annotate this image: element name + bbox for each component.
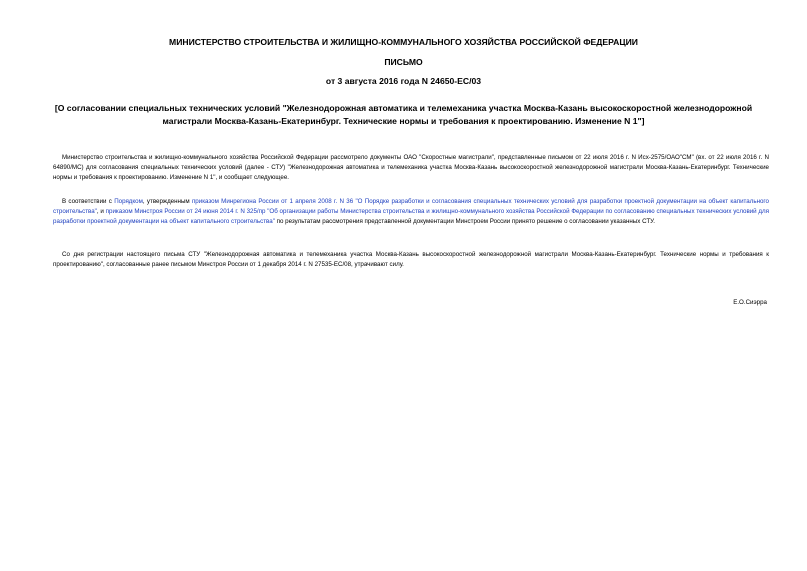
paragraph-invalidation: Со дня регистрации настоящего письма СТУ "Железнодорожная автоматика и телемеханика участка Москва-Казань высокоскоростной железнодорожной магистрали Москва-Казань-Екатеринбург. Технические нормы и требования к проектированию", согласованные ранее письмом Минстроя России от 1 декабря 2014 г. N 27535-ЕС/08, утрачивают силу.: [53, 251, 769, 269]
paragraph-review: Министерство строительства и жилищно-коммунального хозяйства Российской Федерации рассмотрело документы ОАО "Скоростные магистрали", представленные письмом от 22 июля 2016 г. N Исх-2575/ОАО"СМ" (вх. от 22 июля 2016 г. N 64890/МС) для согласования специальных технических условий (далее - СТУ) "Железнодорожная автоматика и телемеханика участка Москва-Казань высокоскоростной железнодорожной магистрали Москва-Казань-Екатеринбург. Технические нормы и требования к проектированию. Изменение N 1", и сообщает следующее.: [53, 154, 769, 182]
paragraph-decision: [53, 197, 769, 228]
document-date-number: от 3 августа 2016 года N 24650-ЕС/03: [325, 76, 482, 86]
document-subject: [О согласовании специальных технических условий "Железнодорожная автоматика и телемеханика участка Москва-Казань высокоскоростной железнодорожной магистрали Москва-Казань-Екатеринбург. Технические нормы и требования к проектированию. Изменение N 1"]: [54, 103, 753, 126]
minstroy-order-link[interactable]: приказом Минстроя России от 24 июня 2014 г. N 325/пр "Об организации работы Министерства строительства и жилищно-коммунального хозяйства Российской Федерации по согласованию специальных технических условий для разработки проектной документации на объект капитального строительства": [53, 208, 769, 226]
minregion-order-link[interactable]: приказом Минрегиона России от 1 апреля 2008 г. N 36 "О Порядке разработки и согласования специальных технических условий для разработки проектной документации на объект капитального строительства": [53, 198, 769, 216]
paragraph-text: , утвержденным: [142, 198, 192, 205]
paragraph-text: В соответствии с: [62, 198, 115, 205]
ministry-title: МИНИСТЕРСТВО СТРОИТЕЛЬСТВА И ЖИЛИЩНО-КОММУНАЛЬНОГО ХОЗЯЙСТВА РОССИЙСКОЙ ФЕДЕРАЦИИ: [169, 37, 638, 47]
procedure-link[interactable]: Порядком: [114, 198, 143, 205]
signature: Е.О.Сиэрра: [733, 299, 767, 306]
document-type: ПИСЬМО: [384, 57, 423, 67]
paragraph-text: по результатам рассмотрения представленной документации Минстроем России принято решение о согласовании указанных СТУ.: [274, 218, 655, 226]
paragraph-text: , и: [96, 208, 106, 216]
